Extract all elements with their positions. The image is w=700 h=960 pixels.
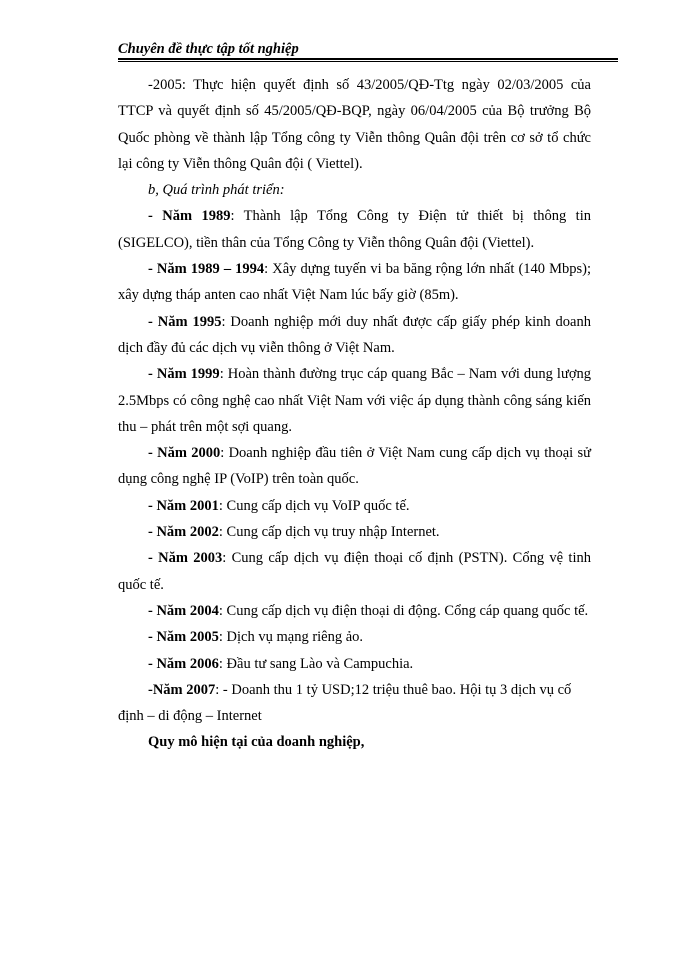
milestone-2001 — [118, 493, 591, 519]
milestone-text: : Thành lập Tổng Công ty Điện tử thiết bị thông tin (SIGELCO), tiền thân của Tổng Công ty Viễn thông Quân đội (Viettel). — [118, 208, 591, 251]
milestone-2003 — [118, 545, 591, 598]
document-body — [118, 72, 591, 756]
milestone-year: - Năm 1989 – 1994 — [148, 261, 265, 278]
section-heading: b, Quá trình phát triển: — [148, 182, 285, 199]
milestone-text: : Doanh nghiệp mới duy nhất được cấp giấy phép kinh doanh dịch đầy đủ các dịch vụ viễn thông ở Việt Nam. — [118, 313, 591, 356]
milestone-text: : Dịch vụ mạng riêng ảo. — [218, 629, 364, 646]
milestone-year: - Năm 2006 — [148, 655, 219, 672]
milestone-year: - Năm 2002 — [148, 524, 219, 541]
milestone-text: : Hoàn thành đường trục cáp quang Bắc – Nam với dung lượng 2.5Mbps có công nghệ cao nhất Việt Nam với việc áp dụng thành công sáng kiến thu – phát trên một sợi quang. — [118, 366, 591, 435]
milestone-text: : Doanh nghiệp đầu tiên ở Việt Nam cung cấp dịch vụ thoại sử dụng công nghệ IP (VoIP) trên toàn quốc. — [118, 445, 591, 488]
header-rule-thin — [118, 61, 618, 62]
milestone-text: : Cung cấp dịch vụ truy nhập Internet. — [218, 524, 440, 541]
milestone-text: : Cung cấp dịch vụ điện thoại cố định (PSTN). Cổng vệ tinh quốc tế. — [118, 550, 591, 593]
milestone-year: - Năm 2005 — [148, 629, 219, 646]
milestone-text: : Xây dựng tuyến vi ba băng rộng lớn nhất (140 Mbps); xây dựng tháp anten cao nhất Việt Nam lúc bấy giờ (85m). — [118, 261, 591, 304]
header-title: Chuyên đề thực tập tốt nghiệp — [118, 41, 299, 57]
page-header — [118, 38, 618, 62]
intro-paragraph: -2005: Thực hiện quyết định số 43/2005/QĐ-Ttg ngày 02/03/2005 của TTCP và quyết định số 45/2005/QĐ-BQP, ngày 06/04/2005 của Bộ trưởng Bộ Quốc phòng về thành lập Tổng công ty Viễn thông Quân đội trên cơ sở tổ chức lại công ty Viễn thông Quân đội ( Viettel). — [118, 77, 591, 172]
milestone-year: - Năm 2000 — [148, 445, 221, 462]
milestone-text: : Cung cấp dịch vụ điện thoại di động. Cổng cáp quang quốc tế. — [218, 602, 589, 619]
milestone-1995 — [118, 309, 591, 362]
milestone-2007 — [118, 677, 591, 730]
milestone-1989 — [118, 203, 591, 256]
milestone-year: -Năm 2007 — [148, 681, 216, 698]
milestone-year: - Năm 1999 — [148, 366, 220, 383]
header-rule-thick — [118, 58, 618, 60]
milestone-year: - Năm 2001 — [148, 497, 219, 514]
milestone-text: : Đầu tư sang Lào và Campuchia. — [218, 655, 414, 672]
milestone-1989-1994 — [118, 256, 591, 309]
milestone-2006 — [118, 651, 591, 677]
milestone-2000 — [118, 440, 591, 493]
milestone-year: - Năm 2003 — [148, 550, 223, 567]
milestone-year: - Năm 1995 — [148, 313, 222, 330]
milestone-2004 — [118, 598, 591, 624]
milestone-year: - Năm 2004 — [148, 602, 219, 619]
closing-heading: Quy mô hiện tại của doanh nghiệp, — [148, 734, 365, 751]
milestone-year: - Năm 1989 — [148, 208, 231, 225]
milestone-text: : - Doanh thu 1 tỷ USD;12 triệu thuê bao. Hội tụ 3 dịch vụ cố định – di động – Internet — [118, 681, 572, 725]
milestone-2002 — [118, 519, 591, 545]
milestone-1999 — [118, 361, 591, 440]
milestone-2005 — [118, 624, 591, 650]
milestone-text: : Cung cấp dịch vụ VoIP quốc tế. — [218, 497, 410, 514]
